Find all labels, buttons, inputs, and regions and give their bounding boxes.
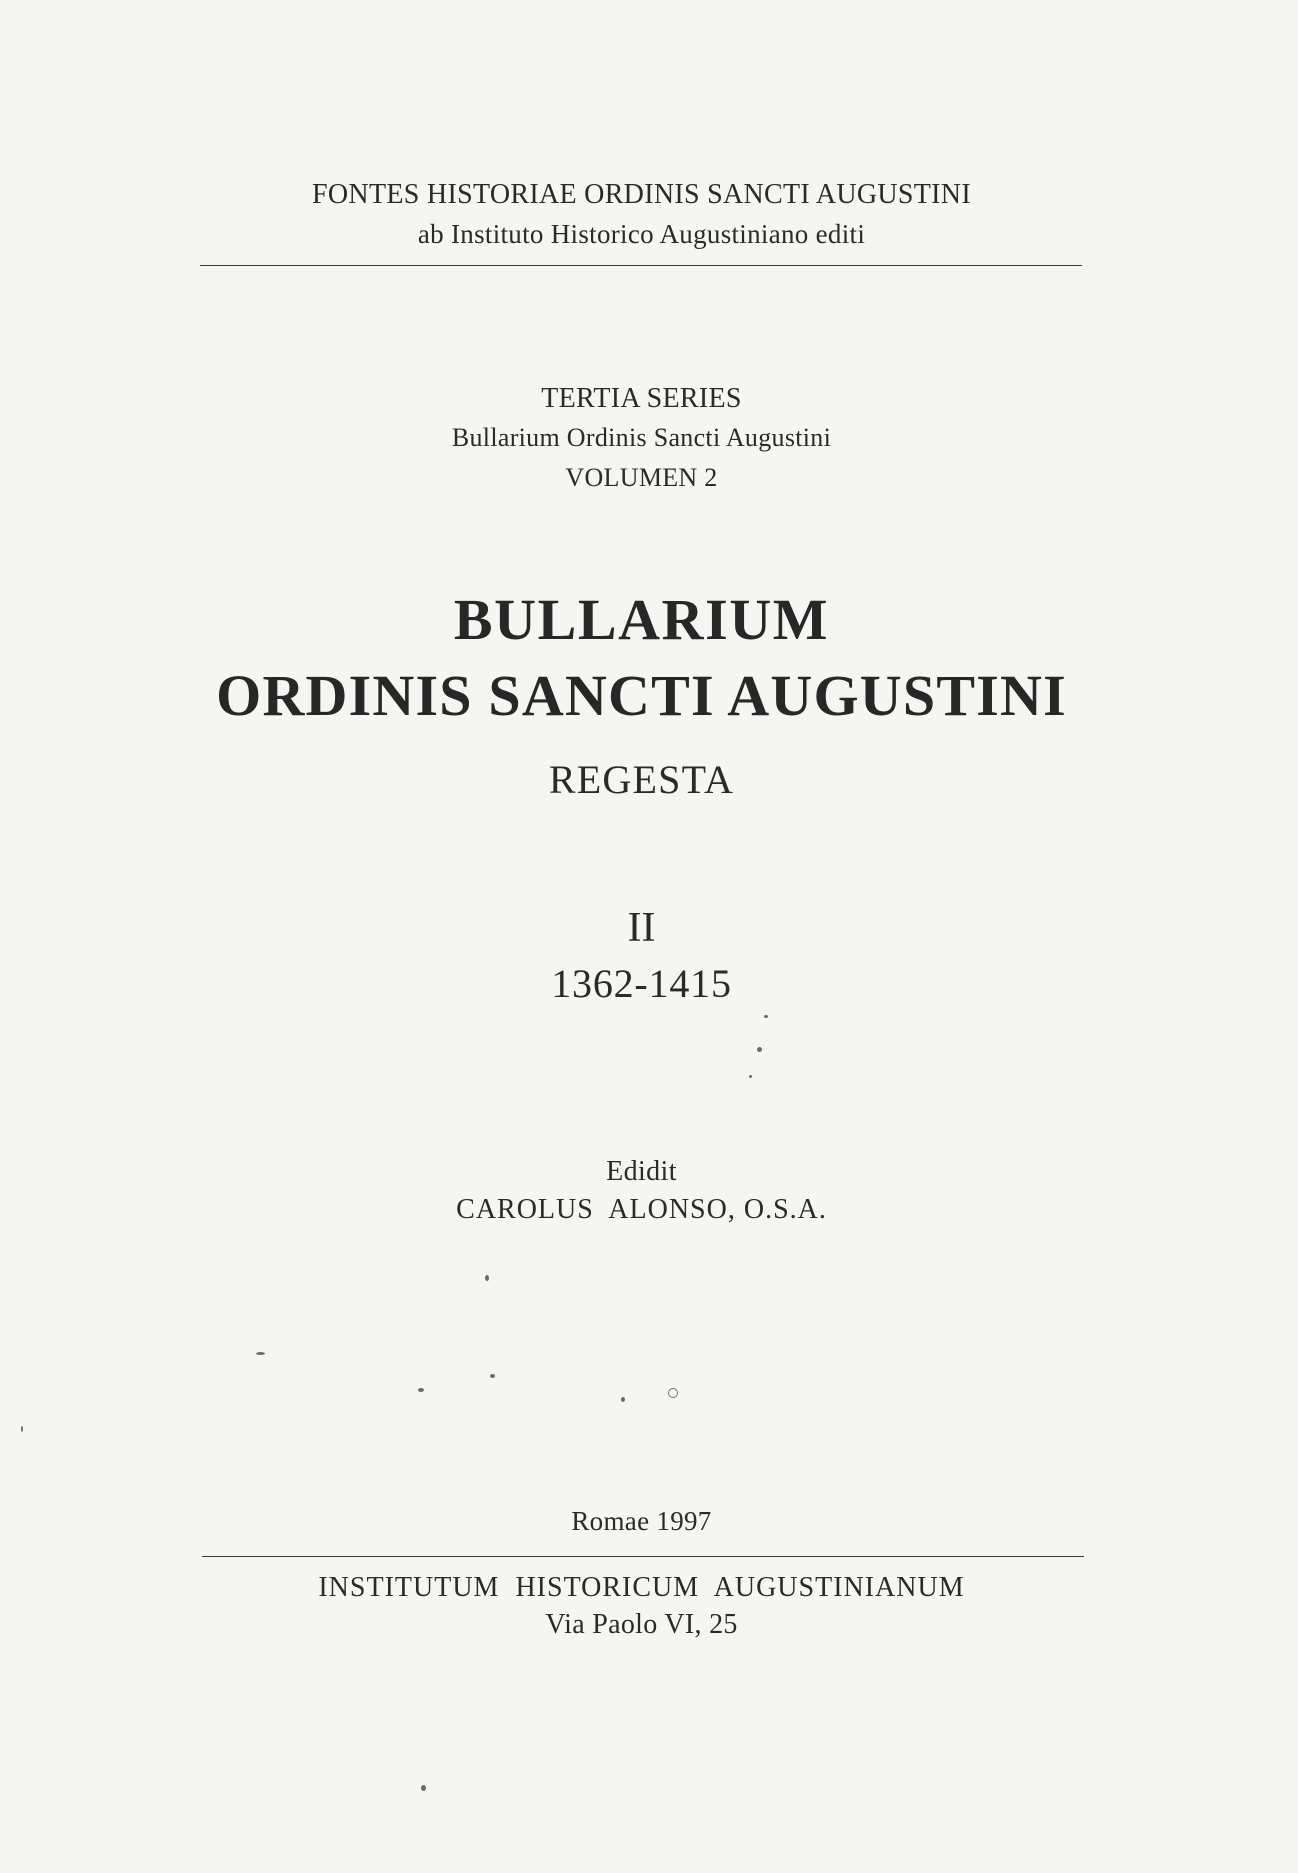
subseries-number: TERTIA SERIES: [541, 383, 742, 414]
paper-speck: [21, 1426, 23, 1432]
paper-speck: [485, 1275, 489, 1281]
subseries-name: Bullarium Ordinis Sancti Augustini: [451, 423, 832, 452]
main-title-line1: BULLARIUM: [453, 587, 830, 652]
paper-speck: [490, 1374, 495, 1378]
editor-name: CAROLUS ALONSO, O.S.A.: [456, 1194, 827, 1225]
paper-speck: [621, 1397, 625, 1402]
paper-speck: [757, 1047, 762, 1052]
series-subtitle: ab Instituto Historico Augustiniano editi: [417, 219, 866, 249]
tome-number: II: [627, 905, 656, 951]
paper-speck: [668, 1388, 678, 1398]
top-divider: [200, 265, 1082, 266]
imprint-publisher: INSTITUTUM HISTORICUM AUGUSTINIANUM: [318, 1572, 965, 1603]
main-title-line2: ORDINIS SANCTI AUGUSTINI: [216, 663, 1067, 728]
imprint-address: Via Paolo VI, 25: [545, 1609, 738, 1640]
paper-speck: [256, 1352, 265, 1355]
editor-verb: Edidit: [606, 1156, 677, 1187]
paper-speck: [764, 1015, 768, 1018]
series-title: FONTES HISTORIAE ORDINIS SANCTI AUGUSTINI: [312, 179, 971, 210]
paper-speck: [749, 1075, 752, 1078]
imprint-place-year: Romae 1997: [571, 1506, 712, 1536]
bottom-divider: [202, 1556, 1084, 1557]
volume-label: VOLUMEN 2: [565, 463, 718, 492]
paper-speck: [421, 1785, 426, 1791]
main-title-line3: REGESTA: [548, 757, 735, 802]
paper-speck: [418, 1388, 424, 1392]
tome-years: 1362-1415: [551, 961, 732, 1006]
